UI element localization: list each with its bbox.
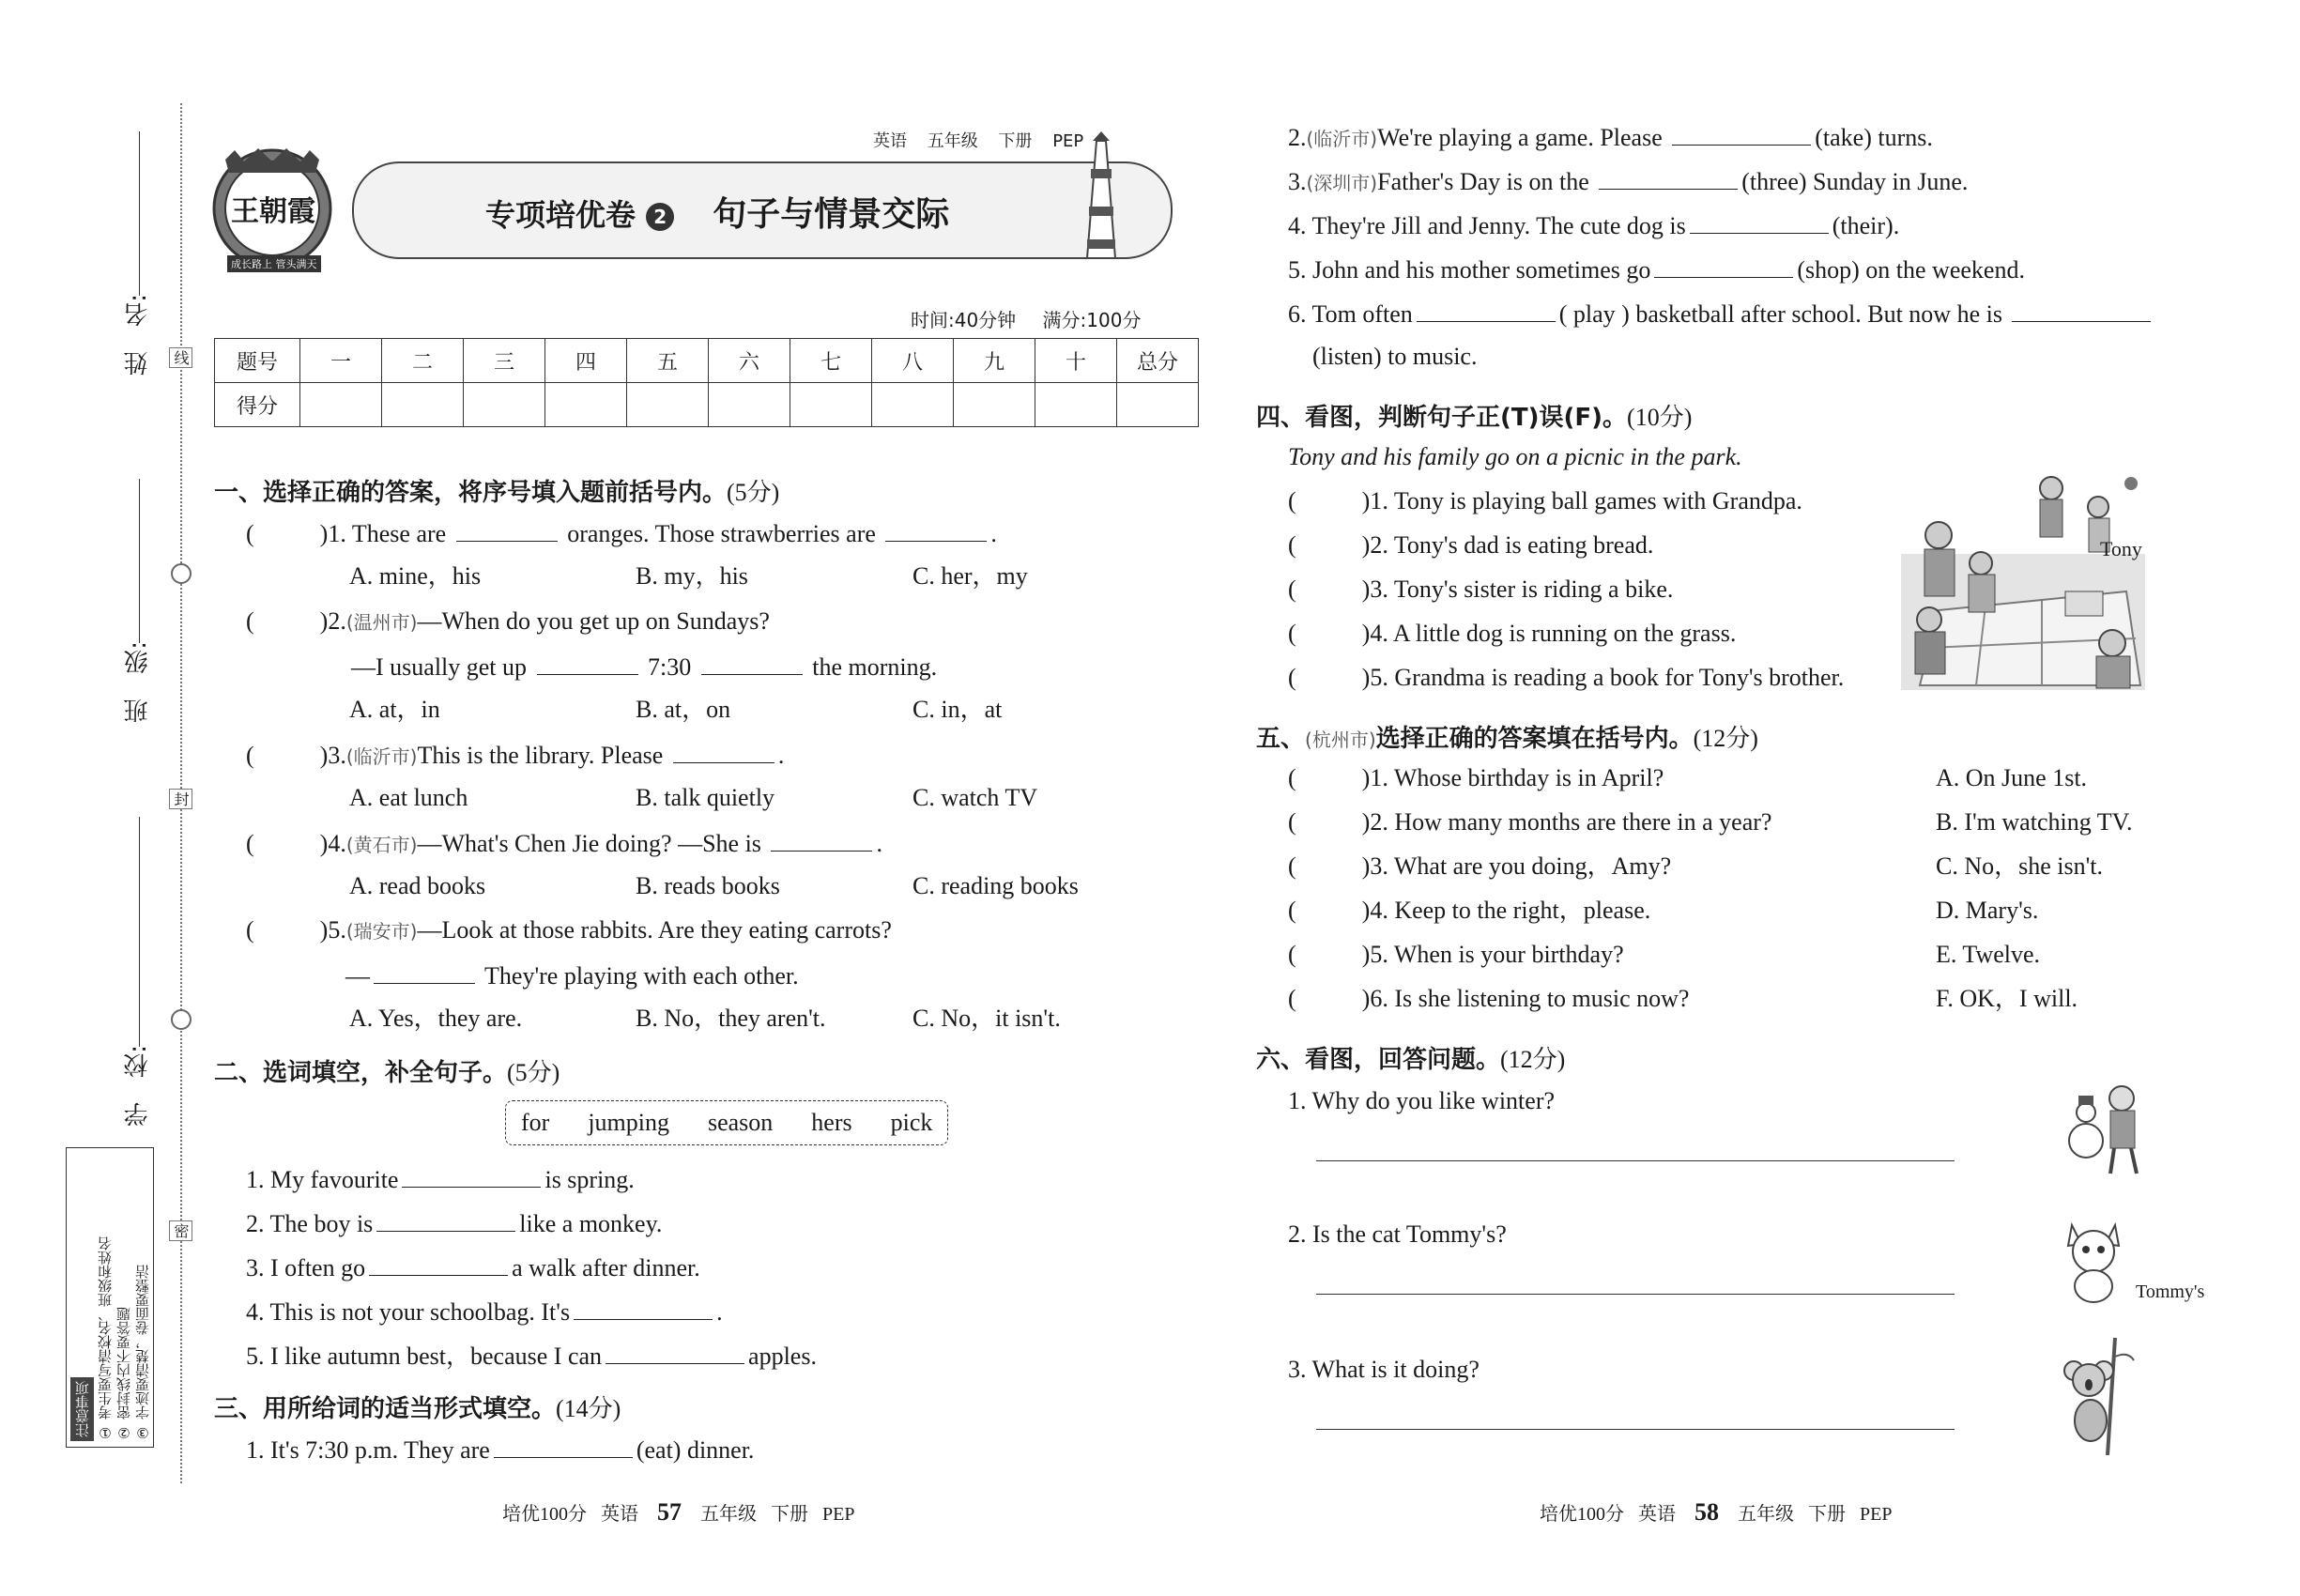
cat-label: Tommy's	[2136, 1281, 2205, 1302]
score-cell: 九	[954, 339, 1035, 383]
sec2-q4: 4. This is not your schoolbag. It's .	[246, 1295, 723, 1328]
notice-item: ③ 字迹要清楚，卷面要整洁	[134, 1265, 151, 1441]
sec4-q3: ( )3. Tony's sister is riding a bike.	[1288, 575, 1674, 603]
answer-blank[interactable]	[1599, 164, 1738, 190]
notice-title: 注意事项	[70, 1377, 94, 1441]
answer-blank[interactable]	[1654, 253, 1793, 278]
answer-line[interactable]	[1316, 1429, 1955, 1430]
sec3-q6: 6. Tom often ( play ) basketball after school. But now he is	[1288, 297, 2154, 330]
footer-left: 培优100分 英语 57 五年级 下册 PEP	[502, 1498, 855, 1526]
score-cell: 八	[872, 339, 954, 383]
snowman-picture	[2065, 1075, 2150, 1183]
word-bank: for jumping season hers pick	[505, 1100, 948, 1145]
time-info: 时间:40分钟	[911, 309, 1017, 331]
option-c[interactable]: C. watch TV	[912, 784, 1038, 811]
score-cell: 总分	[1117, 339, 1199, 383]
option-b[interactable]: B. talk quietly	[636, 784, 775, 811]
sec6-q2: 2. Is the cat Tommy's?	[1288, 1220, 1507, 1248]
option-b[interactable]: B. my，his	[636, 562, 748, 590]
score-input[interactable]	[382, 383, 464, 427]
answer-blank[interactable]	[2012, 297, 2151, 322]
name-field[interactable]	[120, 131, 158, 376]
score-input[interactable]	[872, 383, 954, 427]
score-cell: 六	[709, 339, 790, 383]
sec3-q3: 3.(深圳市)Father's Day is on the (three) Sunday in June.	[1288, 164, 1968, 199]
answer-blank[interactable]	[606, 1339, 744, 1364]
class-label: 班 级:	[124, 641, 152, 723]
school-field[interactable]	[120, 817, 158, 1127]
cat-icon	[2061, 1216, 2136, 1305]
sec5-answer[interactable]: E. Twelve.	[1936, 941, 2041, 968]
score-cell: 一	[300, 339, 382, 383]
score-cell: 三	[464, 339, 545, 383]
section-6-title: 六、看图，回答问题。(12分)	[1256, 1046, 1566, 1074]
picnic-picture	[1901, 469, 2145, 690]
score-cell: 题号	[215, 339, 300, 383]
sec6-q3: 3. What is it doing?	[1288, 1356, 1480, 1383]
sec3-q2: 2.(临沂市)We're playing a game. Please (take) turns.	[1288, 120, 1933, 155]
sec3-q6-line2: (listen) to music.	[1312, 343, 1478, 370]
score-cell: 七	[790, 339, 872, 383]
option-a[interactable]: A. read books	[349, 872, 486, 899]
score-table	[214, 338, 1199, 427]
sec4-q2: ( )2. Tony's dad is eating bread.	[1288, 531, 1654, 559]
score-input[interactable]	[545, 383, 627, 427]
sec5-answer[interactable]: C. No，she isn't.	[1936, 852, 2104, 880]
score-input[interactable]	[790, 383, 872, 427]
answer-blank[interactable]	[1672, 120, 1811, 146]
option-a[interactable]: A. Yes，they are.	[349, 1005, 523, 1032]
sec5-q1: ( )1. Whose birthday is in April?	[1288, 764, 1664, 791]
sec1-q5-line2: — They're playing with each other.	[345, 959, 799, 992]
sec5-answer[interactable]: D. Mary's.	[1936, 897, 2039, 924]
option-c[interactable]: C. her，my	[912, 562, 1028, 590]
tag-grade: 五年级	[927, 131, 978, 151]
sec5-q3: ( )3. What are you doing，Amy?	[1288, 852, 1672, 880]
answer-blank[interactable]	[1417, 297, 1556, 322]
sec5-q2: ( )2. How many months are there in a year?	[1288, 808, 1772, 836]
score-input[interactable]	[709, 383, 790, 427]
sec2-q5: 5. I like autumn best，because I can apples.	[246, 1339, 817, 1373]
koala-picture	[2061, 1338, 2136, 1460]
name-label: 姓 名:	[124, 294, 152, 376]
answer-blank[interactable]	[885, 516, 987, 542]
class-field[interactable]	[120, 479, 158, 723]
notice-item: ① 考生要写清校名、班级和姓名	[97, 1236, 114, 1441]
answer-blank[interactable]	[771, 826, 872, 852]
answer-blank[interactable]	[376, 1206, 515, 1232]
footer-right: 培优100分 英语 58 五年级 下册 PEP	[1540, 1498, 1893, 1526]
answer-blank[interactable]	[402, 1162, 541, 1188]
header-tags	[873, 128, 1083, 152]
score-input[interactable]	[300, 383, 382, 427]
option-b[interactable]: B. reads books	[636, 872, 780, 899]
answer-blank[interactable]	[456, 516, 558, 542]
binding-circle	[171, 563, 192, 584]
lighthouse-icon	[1078, 131, 1125, 268]
score-cell: 十	[1035, 339, 1117, 383]
page-number: 58	[1694, 1498, 1719, 1526]
sec4-q4: ( )4. A little dog is running on the grass.	[1288, 620, 1737, 647]
sec1-q1: ( )1. These are oranges. Those strawberries are .	[246, 516, 997, 550]
school-label: 学 校:	[124, 1045, 152, 1127]
page-title: 专项培优卷 2 句子与情景交际	[485, 195, 950, 234]
notice-box	[66, 1147, 154, 1448]
seal-mark: 封	[169, 789, 192, 809]
answer-blank[interactable]	[494, 1433, 633, 1458]
answer-blank[interactable]	[537, 650, 638, 675]
sec5-answer[interactable]: F. OK，I will.	[1936, 985, 2078, 1012]
option-b[interactable]: B. No，they aren't.	[636, 1005, 826, 1032]
answer-blank[interactable]	[574, 1295, 713, 1320]
score-input[interactable]	[1035, 383, 1117, 427]
sec4-q1: ( )1. Tony is playing ball games with Grandpa.	[1288, 487, 1802, 514]
score-table-header	[215, 339, 1199, 383]
section-2-title: 二、选词填空，补全句子。(5分)	[214, 1059, 560, 1087]
answer-line[interactable]	[1316, 1294, 1955, 1295]
section-5-title: 五、(杭州市)选择正确的答案填在括号内。(12分)	[1256, 725, 1758, 753]
sec6-q1: 1. Why do you like winter?	[1288, 1087, 1556, 1114]
koala-icon	[2061, 1338, 2136, 1455]
option-a[interactable]: A. mine，his	[349, 562, 482, 590]
score-table-row	[215, 383, 1199, 427]
section-4-title: 四、看图，判断句子正(T)误(F)。(10分)	[1256, 404, 1693, 432]
title-banner	[352, 161, 1173, 259]
tag-term: 下册	[998, 131, 1033, 151]
tag-edition: PEP	[1052, 131, 1084, 151]
sec5-answer[interactable]: B. I'm watching TV.	[1936, 808, 2133, 836]
option-a[interactable]: A. eat lunch	[349, 784, 468, 811]
option-c[interactable]: C. reading books	[912, 872, 1079, 899]
answer-line[interactable]	[1316, 1160, 1955, 1161]
sec1-q5: ( )5.(瑞安市)—Look at those rabbits. Are they eating carrots?	[246, 916, 892, 944]
sec2-q3: 3. I often go a walk after dinner.	[246, 1251, 700, 1284]
section-3-title: 三、用所给词的适当形式填空。(14分)	[214, 1395, 621, 1423]
logo-motto: 成长路上 管头满天	[227, 255, 321, 272]
answer-blank[interactable]	[673, 738, 774, 763]
sec1-q2: ( )2.(温州市)—When do you get up on Sundays?	[246, 607, 770, 635]
picture-label-tony: Tony	[2100, 537, 2142, 560]
answer-blank[interactable]	[374, 959, 475, 984]
option-a[interactable]: A. at，in	[349, 696, 440, 723]
seal-mark: 线	[169, 347, 192, 368]
sec1-q2-line2: —I usually get up 7:30 the morning.	[351, 650, 937, 683]
sec4-intro: Tony and his family go on a picnic in the park.	[1288, 443, 1742, 470]
score-cell: 二	[382, 339, 464, 383]
score-input[interactable]	[627, 383, 709, 427]
score-cell: 五	[627, 339, 709, 383]
page-number: 57	[657, 1498, 682, 1526]
picnic-family-icon	[1901, 469, 2145, 690]
seal-mark: 密	[169, 1220, 192, 1241]
score-input[interactable]	[464, 383, 545, 427]
sec2-q1: 1. My favourite is spring.	[246, 1162, 635, 1196]
score-input[interactable]	[1117, 383, 1199, 427]
score-label: 得分	[215, 383, 300, 427]
score-input[interactable]	[954, 383, 1035, 427]
option-c[interactable]: C. in，at	[912, 696, 1003, 723]
sec1-q4: ( )4.(黄石市)—What's Chen Jie doing? —She is .	[246, 826, 882, 861]
sec3-q5: 5. John and his mother sometimes go (shop) on the weekend.	[1288, 253, 2025, 286]
option-b[interactable]: B. at，on	[636, 696, 731, 723]
sec5-q6: ( )6. Is she listening to music now?	[1288, 985, 1690, 1012]
snowman-kids-icon	[2065, 1075, 2150, 1178]
sec1-q3: ( )3.(临沂市)This is the library. Please .	[246, 738, 784, 773]
sec3-q4: 4. They're Jill and Jenny. The cute dog is (their).	[1288, 208, 1899, 242]
sec3-q1: 1. It's 7:30 p.m. They are (eat) dinner.	[246, 1433, 754, 1466]
section-1-title: 一、选择正确的答案，将序号填入题前括号内。(5分)	[214, 479, 780, 507]
notice-item: ② 密封线内不要答题	[115, 1307, 132, 1441]
sec4-q5: ( )5. Grandma is reading a book for Tony's brother.	[1288, 664, 1845, 691]
answer-blank[interactable]	[1690, 208, 1829, 234]
score-cell: 四	[545, 339, 627, 383]
logo-name: 王朝霞	[231, 195, 315, 228]
tag-subject: 英语	[873, 131, 907, 151]
binding-circle	[171, 1009, 192, 1030]
answer-blank[interactable]	[369, 1251, 508, 1276]
full-score: 满分:100分	[1042, 309, 1142, 331]
cat-picture	[2061, 1216, 2205, 1310]
answer-blank[interactable]	[701, 650, 803, 675]
sec5-q4: ( )4. Keep to the right，please.	[1288, 897, 1651, 924]
sec2-q2: 2. The boy is like a monkey.	[246, 1206, 662, 1240]
sec5-answer[interactable]: A. On June 1st.	[1936, 764, 2088, 791]
title-number-badge: 2	[646, 203, 674, 231]
option-c[interactable]: C. No，it isn't.	[912, 1005, 1061, 1032]
logo	[207, 141, 338, 272]
sec5-q5: ( )5. When is your birthday?	[1288, 941, 1624, 968]
time-score-info	[911, 305, 1141, 332]
